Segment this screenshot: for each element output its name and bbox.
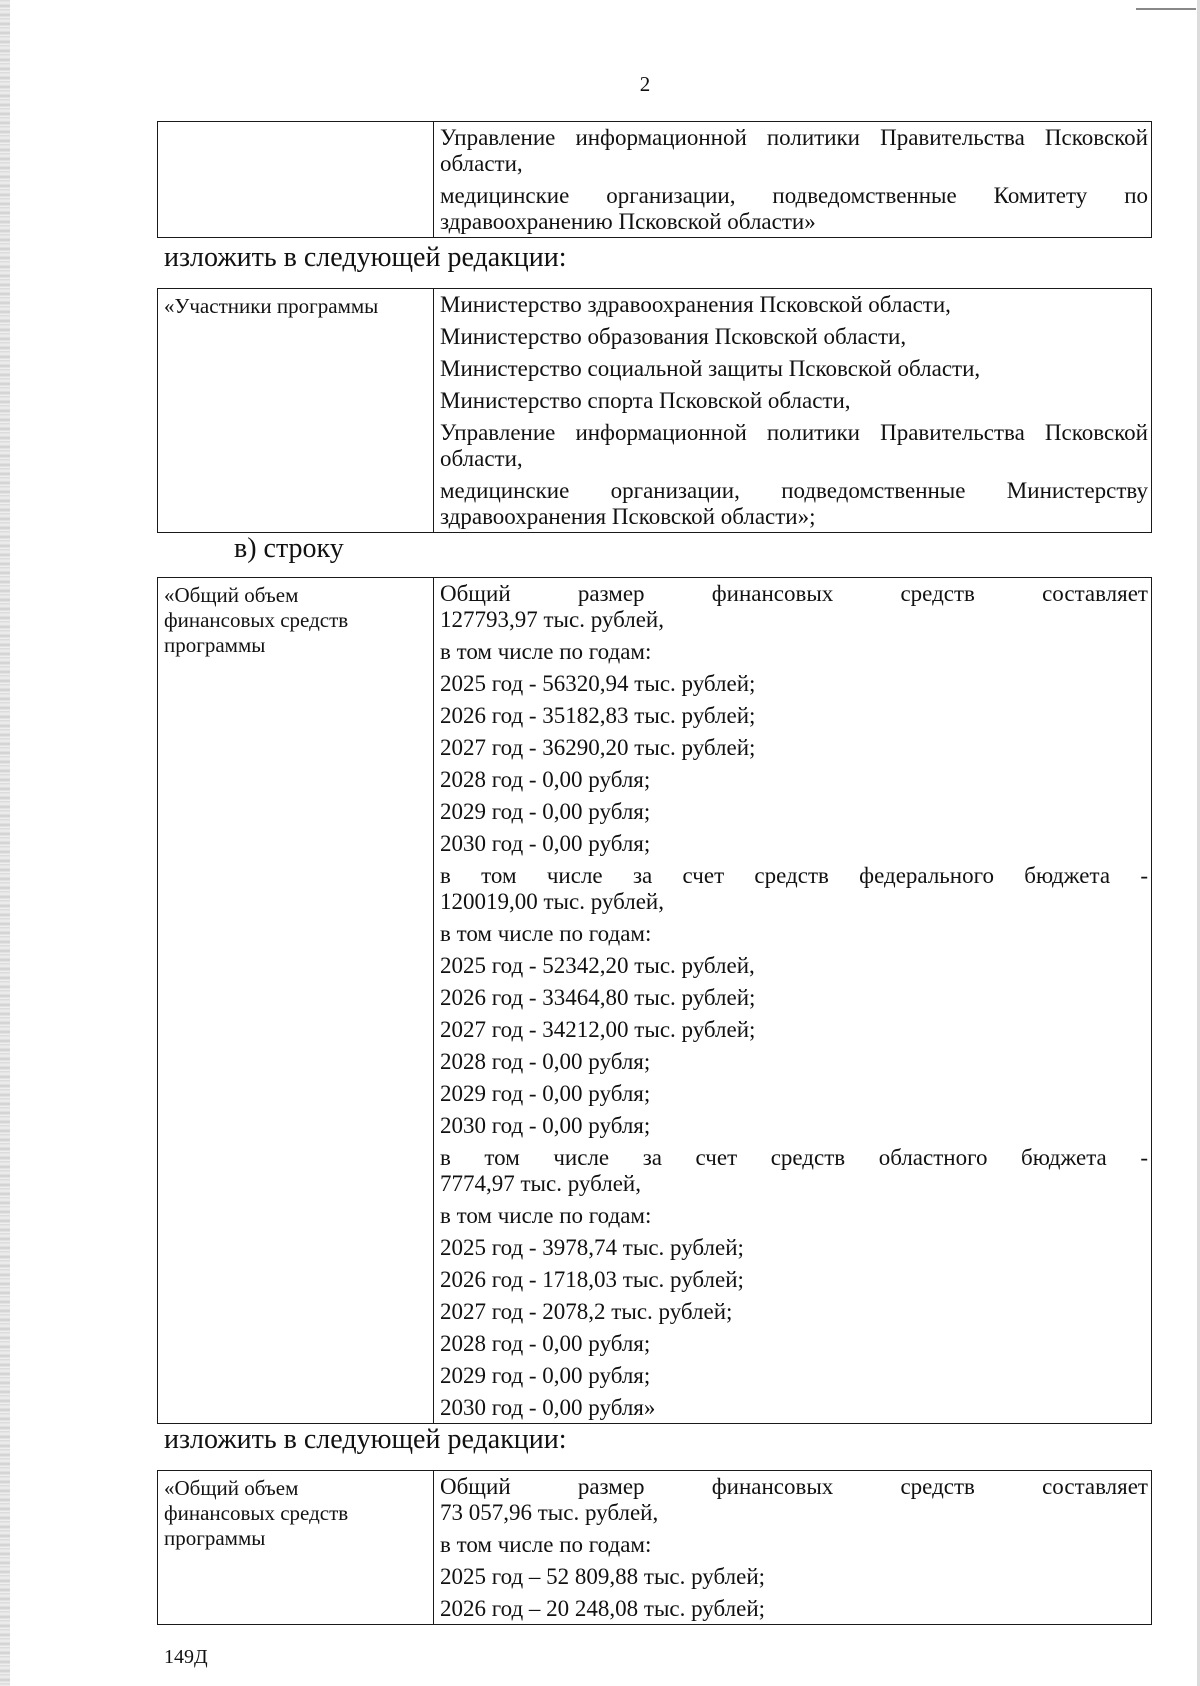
text-line-part: Управление информационной политики Правительства Псковской (440, 125, 1148, 150)
text-line-part: Министерство спорта Псковской области, (440, 388, 851, 413)
document-code: 149Д (164, 1646, 208, 1668)
text-line (440, 581, 1148, 633)
page-number: 2 (639, 72, 651, 96)
label-line: «Общий объем (164, 1476, 299, 1500)
text-line (440, 356, 1148, 382)
label-cell (158, 578, 434, 1424)
table-row (158, 1471, 1152, 1625)
text-line-part: 2028 год - 0,00 рубля; (440, 1049, 651, 1074)
label-cell (158, 1471, 434, 1625)
text-line (440, 985, 1148, 1011)
text-line (440, 125, 1148, 177)
text-line (440, 1532, 1148, 1558)
label-line: финансовых средств (164, 1501, 349, 1525)
value-cell (434, 289, 1152, 533)
text-line-part: 2028 год - 0,00 рубля; (440, 767, 651, 792)
table-funding-new (157, 1470, 1152, 1625)
label-line: программы (164, 1526, 266, 1550)
text-line-part: 2030 год - 0,00 рубля; (440, 831, 651, 856)
text-line-part: 2025 год - 52342,20 тыс. рублей, (440, 953, 755, 978)
table-row (158, 289, 1152, 533)
text-line (440, 1267, 1148, 1293)
text-line (440, 863, 1148, 915)
text-line (440, 1596, 1148, 1622)
text-line-part: 2029 год - 0,00 рубля; (440, 1363, 651, 1388)
text-line-part: в том числе за счет средств федерального бюджета - (440, 863, 1148, 888)
table-participants-new (157, 288, 1152, 533)
text-line (440, 1049, 1148, 1075)
text-line (440, 1564, 1148, 1590)
text-line-part: 120019,00 тыс. рублей, (440, 889, 664, 914)
text-line (440, 671, 1148, 697)
value-cell (434, 578, 1152, 1424)
text-line-part: Общий размер финансовых средств составляет (440, 1474, 1148, 1499)
text-line-part: 2026 год – 20 248,08 тыс. рублей; (440, 1596, 766, 1621)
text-line-part: Общий размер финансовых средств составляет (440, 581, 1148, 606)
label-cell-empty (158, 122, 434, 238)
label-line: «Общий объем (164, 583, 299, 607)
text-line-part: Министерство здравоохранения Псковской области, (440, 292, 951, 317)
text-line (440, 1331, 1148, 1357)
text-line (440, 388, 1148, 414)
text-line-part: 2030 год - 0,00 рубля; (440, 1113, 651, 1138)
text-line-part: 2026 год - 1718,03 тыс. рублей; (440, 1267, 744, 1292)
text-line (440, 1299, 1148, 1325)
label-line: финансовых средств (164, 608, 349, 632)
value-cell (434, 122, 1152, 238)
text-line-part: медицинские организации, подведомственные Комитету по (440, 183, 1148, 208)
text-line-part: 2025 год – 52 809,88 тыс. рублей; (440, 1564, 766, 1589)
scan-edge-left (0, 0, 10, 1686)
text-line (440, 1145, 1148, 1197)
text-line-part: здравоохранения Псковской области»; (440, 504, 816, 529)
text-line-part: 2025 год - 3978,74 тыс. рублей; (440, 1235, 744, 1260)
text-line (440, 1235, 1148, 1261)
text-line-part: медицинские организации, подведомственные Министерству (440, 478, 1148, 503)
text-line-part: 2027 год - 36290,20 тыс. рублей; (440, 735, 756, 760)
text-line-part: 2025 год - 56320,94 тыс. рублей; (440, 671, 756, 696)
text-line-part: 2026 год - 35182,83 тыс. рублей; (440, 703, 756, 728)
text-line-part: в том числе по годам: (440, 639, 652, 664)
text-line (440, 292, 1148, 318)
table-row (158, 122, 1152, 238)
text-line (440, 324, 1148, 350)
text-line-part: 2026 год - 33464,80 тыс. рублей; (440, 985, 756, 1010)
text-line (440, 1113, 1148, 1139)
text-line-part: Министерство образования Псковской области, (440, 324, 907, 349)
text-line (440, 1203, 1148, 1229)
text-line (440, 1017, 1148, 1043)
text-line (440, 921, 1148, 947)
text-line-part: 2027 год - 2078,2 тыс. рублей; (440, 1299, 733, 1324)
text-line-part: в том числе по годам: (440, 921, 652, 946)
text-line-part: 127793,97 тыс. рублей, (440, 607, 664, 632)
value-cell (434, 1471, 1152, 1625)
text-line (440, 639, 1148, 665)
scan-mark-top (1136, 0, 1196, 10)
label-text: «Участники программы (164, 294, 379, 318)
text-line (440, 703, 1148, 729)
text-line (440, 735, 1148, 761)
text-line-part: Министерство социальной защиты Псковской области, (440, 356, 981, 381)
text-line-part: 2028 год - 0,00 рубля; (440, 1331, 651, 1356)
text-line (440, 767, 1148, 793)
text-line-part: в том числе по годам: (440, 1532, 652, 1557)
text-line-part: 2029 год - 0,00 рубля; (440, 1081, 651, 1106)
text-line (440, 1395, 1148, 1421)
paragraph-row-item-v: в) строку (234, 533, 344, 564)
text-line-part: в том числе за счет средств областного бюджета - (440, 1145, 1148, 1170)
text-line-part: 2027 год - 34212,00 тыс. рублей; (440, 1017, 756, 1042)
text-line-part: 2029 год - 0,00 рубля; (440, 799, 651, 824)
text-line-part: здравоохранению Псковской области» (440, 209, 816, 234)
text-line-part: 73 057,96 тыс. рублей, (440, 1500, 659, 1525)
table-row (158, 578, 1152, 1424)
label-cell (158, 289, 434, 533)
text-line-part: области, (440, 446, 523, 471)
paragraph-new-edition-2: изложить в следующей редакции: (164, 1424, 567, 1455)
table-participants-old-tail (157, 121, 1152, 238)
text-line (440, 478, 1148, 530)
text-line-part: области, (440, 151, 523, 176)
text-line-part: в том числе по годам: (440, 1203, 652, 1228)
text-line (440, 1081, 1148, 1107)
table-funding-old (157, 577, 1152, 1424)
text-line (440, 1474, 1148, 1526)
text-line-part: Управление информационной политики Правительства Псковской (440, 420, 1148, 445)
text-line (440, 183, 1148, 235)
text-line (440, 420, 1148, 472)
paragraph-new-edition-1: изложить в следующей редакции: (164, 242, 567, 273)
text-line-part: 2030 год - 0,00 рубля» (440, 1395, 656, 1420)
text-line-part: 7774,97 тыс. рублей, (440, 1171, 641, 1196)
text-line (440, 831, 1148, 857)
text-line (440, 953, 1148, 979)
text-line (440, 799, 1148, 825)
label-line: программы (164, 633, 266, 657)
text-line (440, 1363, 1148, 1389)
